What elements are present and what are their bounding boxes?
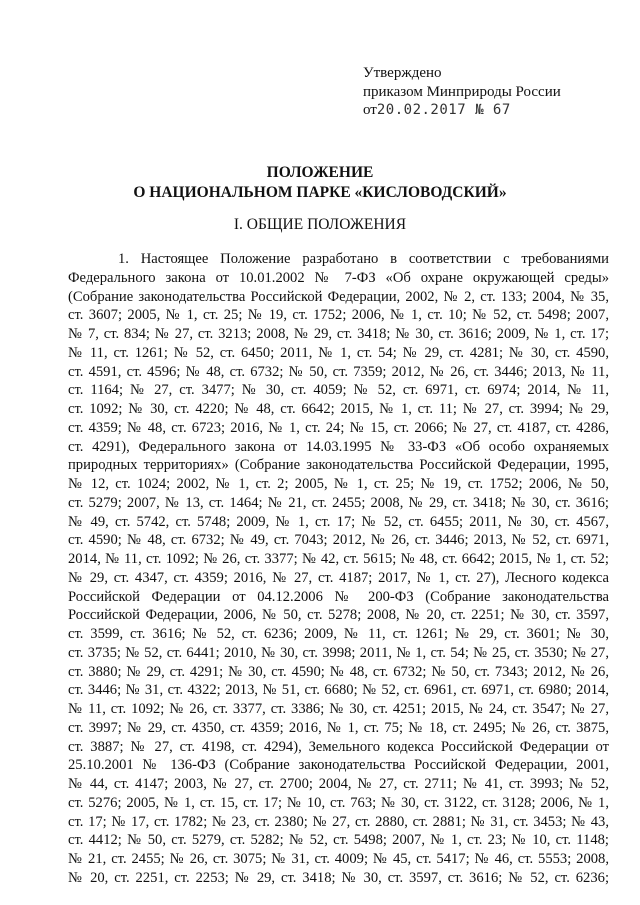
document-title-line-2: О НАЦИОНАЛЬНОМ ПАРКЕ «КИСЛОВОДСКИЙ»	[133, 184, 507, 201]
body-text-line: ст. 3599, ст. 3616; № 52, ст. 6236; 2009, № 11, ст. 1261; № 29, ст. 3601; № 30,	[68, 626, 609, 642]
approval-date-prefix: от	[363, 102, 377, 118]
document-title	[0, 163, 640, 203]
body-text-line: ст. 5279; 2007, № 13, ст. 1464; № 21, ст. 2455; 2008, № 29, ст. 3418; № 30, ст. 3616;	[68, 494, 609, 511]
body-text-line: ст. 4359; № 48, ст. 6723; 2016, № 1, ст. 24; № 15, ст. 2066; № 27, ст. 4187, ст. 4286,	[68, 419, 609, 436]
body-text-line: ст. 4412; № 50, ст. 5279, ст. 5282; № 52, ст. 5498; 2007, № 1, ст. 23; № 10, ст. 1148;	[68, 832, 609, 849]
body-text-line: ст. 3607; 2005, № 1, ст. 25; № 19, ст. 1752; 2006, № 1, ст. 10; № 52, ст. 5498; 2007,	[68, 307, 609, 324]
body-text-line: ст. 3880; № 29, ст. 4291; № 30, ст. 4590; № 48, ст. 6732; № 50, ст. 7343; 2012, № 26,	[68, 663, 609, 680]
body-text-line: ст. 4591, ст. 4596; № 48, ст. 6732; № 50, ст. 7359; 2012, № 26, ст. 3446; 2013, № 11,	[68, 363, 609, 380]
body-text-line: ст. 5276; 2005, № 1, ст. 15, ст. 17; № 10, ст. 763; № 30, ст. 3122, ст. 3128; 2006, № 1,	[68, 794, 609, 811]
body-text-line: 25.10.2001 № 136-ФЗ (Собрание законодательства Российской Федерации, 2001,	[68, 757, 609, 774]
body-text-line: № 20, ст. 2251, ст. 2253; № 29, ст. 3418; № 30, ст. 3597, ст. 3616; № 52, ст. 6236;	[68, 869, 609, 886]
body-text-line: ст. 4590; № 48, ст. 6732; № 49, ст. 7043; 2012, № 26, ст. 3446; 2013, № 52, ст. 6971,	[68, 532, 609, 549]
body-text-line: № 11, ст. 1261; № 52, ст. 6450; 2011, № 1, ст. 54; № 29, ст. 4281; № 30, ст. 4590,	[68, 344, 609, 361]
body-text-line: ст. 3735; № 52, ст. 6441; 2010, № 30, ст. 3998; 2011, № 1, ст. 54; № 25, ст. 3530; № 27,	[68, 644, 609, 661]
body-text-line: Федерального закона от 10.01.2002 № 7-ФЗ «Об охране окружающей среды»	[68, 269, 609, 286]
body-text-line: Российской Федерации от 04.12.2006 № 200-ФЗ (Собрание законодательства	[68, 588, 609, 605]
body-text-line: № 49, ст. 5742, ст. 5748; 2009, № 1, ст. 17; № 52, ст. 6455; 2011, № 30, ст. 4567,	[68, 513, 609, 530]
approval-line-date	[363, 101, 561, 120]
approval-line-order: приказом Минприроды России	[363, 83, 561, 100]
body-text-line: № 29, ст. 4347, ст. 4359; 2016, № 27, ст. 4187; 2017, № 1, ст. 27), Лесного кодекса	[68, 569, 609, 586]
body-text-line: № 12, ст. 1024; 2002, № 1, ст. 2; 2005, № 1, ст. 25; № 19, ст. 1752; 2006, № 50,	[68, 476, 609, 492]
body-text-line: ст. 17; № 17, ст. 1782; № 23, ст. 2380; № 27, ст. 2880, ст. 2881; № 31, ст. 3453; № 43,	[68, 813, 609, 830]
body-text-line: № 21, ст. 2455; № 26, ст. 3075; № 31, ст. 4009; № 45, ст. 5417; № 46, ст. 5553; 2008,	[68, 851, 609, 867]
document-title-line-1: ПОЛОЖЕНИЕ	[266, 164, 374, 181]
body-text-line: ст. 3887; № 27, ст. 4198, ст. 4294), Земельного кодекса Российской Федерации от	[68, 738, 609, 755]
body-text-line: № 7, ст. 834; № 27, ст. 3213; 2008, № 29, ст. 3418; № 30, ст. 3616; 2009, № 1, ст. 17;	[68, 326, 609, 342]
body-text-line: ст. 3446; № 31, ст. 4322; 2013, № 51, ст. 6680; № 52, ст. 6961, ст. 6971, ст. 6980; 2014,	[68, 682, 609, 699]
body-text-line: № 11, ст. 1092; № 26, ст. 3377, ст. 3386; № 30, ст. 4251; 2015, № 24, ст. 3547; № 27,	[68, 701, 609, 717]
body-text-line: ст. 1092; № 30, ст. 4220; № 48, ст. 6642; 2015, № 1, ст. 11; № 27, ст. 3994; № 29,	[68, 401, 609, 417]
body-text-line: (Собрание законодательства Российской Федерации, 2002, № 2, ст. 133; 2004, № 35,	[68, 288, 609, 305]
body-text-line: ст. 3997; № 29, ст. 4350, ст. 4359; 2016, № 1, ст. 75; № 18, ст. 2495; № 26, ст. 3875,	[68, 719, 609, 736]
body-text-line: Российской Федерации, 2006, № 50, ст. 5278; 2008, № 20, ст. 2251; № 30, ст. 3597,	[68, 607, 609, 624]
body-text-line: 2014, № 11, ст. 1092; № 26, ст. 3377; № 42, ст. 5615; № 48, ст. 6642; 2015, № 1, ст. 52;	[68, 551, 609, 567]
approval-date-stamp: 20.02.2017 № 67	[376, 102, 511, 118]
body-text-line: 1. Настоящее Положение разработано в соответствии с требованиями	[118, 251, 609, 267]
approval-block	[363, 64, 561, 120]
body-text-line: природных территориях» (Собрание законодательства Российской Федерации, 1995,	[68, 457, 609, 474]
body-text	[68, 250, 609, 888]
body-text-line: ст. 4291), Федерального закона от 14.03.1995 № 33-ФЗ «Об особо охраняемых	[68, 438, 609, 455]
body-text-line: ст. 1164; № 27, ст. 3477; № 30, ст. 4059; № 52, ст. 6971, ст. 6974; 2014, № 11,	[68, 382, 609, 399]
section-heading: I. ОБЩИЕ ПОЛОЖЕНИЯ	[233, 216, 407, 233]
body-text-line: № 44, ст. 4147; 2003, № 27, ст. 2700; 2004, № 27, ст. 2711; № 41, ст. 3993; № 52,	[68, 776, 609, 792]
approval-line-approved: Утверждено	[363, 65, 442, 81]
